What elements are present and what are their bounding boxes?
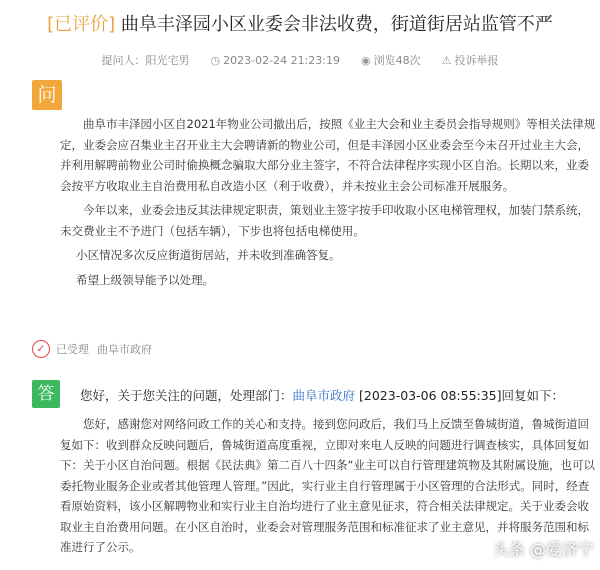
page-title — [0, 10, 600, 36]
questioner: 提问人：阳光宅男 — [101, 54, 190, 67]
post-datetime: 2023-02-24 21:23:19 — [223, 54, 340, 67]
question-body — [60, 114, 596, 294]
report-link[interactable]: 投诉举报 — [454, 54, 499, 67]
rated-tag: [已评价] — [47, 14, 116, 35]
clock-icon: ◷ — [210, 54, 221, 67]
status-label: 已受理 — [56, 343, 89, 356]
answer-body — [60, 414, 596, 558]
question-paragraph: 希望上级领导能予以处理。 — [76, 272, 215, 287]
title-text: 曲阜丰泽园小区业委会非法收费，街道街居站监管不严 — [115, 14, 553, 35]
warning-icon[interactable]: ⚠ — [441, 54, 452, 67]
question-icon: 问 — [32, 80, 62, 110]
answer-paragraph: 您好，感谢您对网络问政工作的关心和支持。接到您问政后，我们马上反馈至鲁城街道，鲁城街道回复如下：收到群众反映问题后，鲁城街道高度重视，立即对来电人反映的问题进行调查核实，具体回复如下：关于小区自治问题。根据《民法典》第二百八十四条“业主可以自行管理建筑物及其附属设施，也可以委托物业服务企业或者其他管理人管理。”因此，实行业主自行管理属于小区管理的合法形式。同时，经查看原始资料，该小区解聘物业和实行业主自治均进行了业主意见征求，符合相关法律规定。关于业委会收取业主自治费用问题。在小区自治时，业委会对管理服务范围和标准征求了业主意见，并将服务范围和标准进行了公示。 — [60, 417, 595, 554]
check-icon: ✓ — [32, 340, 50, 358]
question-paragraph: 曲阜市丰泽园小区自2021年物业公司撤出后，按照《业主大会和业主委员会指导规则》等相关法律规定，业委会应召集业主召开业主大会聘请新的物业公司，但是丰泽园小区业委会至今未召开过业主大会，并利用解聘前物业公司时偷换概念骗取大部分业主签字，不符合法律程序实现小区自治。长期以来，业委会按平方收取业主自治费用私自改造小区（利于收费），并未按业主会公司标准开展服务。 — [60, 117, 596, 193]
status-org: 曲阜市政府 — [97, 343, 152, 356]
watermark: 头条 @爱济宁 — [492, 540, 594, 559]
answer-head-suffix: [2023-03-06 08:55:35]回复如下： — [355, 388, 565, 403]
status-row — [32, 340, 152, 358]
answer-header — [80, 386, 564, 404]
answer-icon: 答 — [32, 380, 60, 408]
answer-dept-link[interactable]: 曲阜市政府 — [292, 388, 356, 403]
eye-icon: ◉ — [360, 54, 371, 67]
question-paragraph: 小区情况多次反应街道街居站，并未收到准确答复。 — [76, 248, 341, 262]
answer-head-prefix: 您好，关于您关注的问题，处理部门： — [80, 388, 293, 403]
view-count: 浏览48次 — [373, 54, 421, 67]
question-paragraph: 今年以来，业委会违反其法律规定职责，策划业主签字按手印收取小区电梯管理权，加装门禁系统，未交费业主不予进门（包括车辆），下步也将包括电梯使用。 — [60, 203, 589, 238]
meta-bar — [0, 52, 600, 68]
